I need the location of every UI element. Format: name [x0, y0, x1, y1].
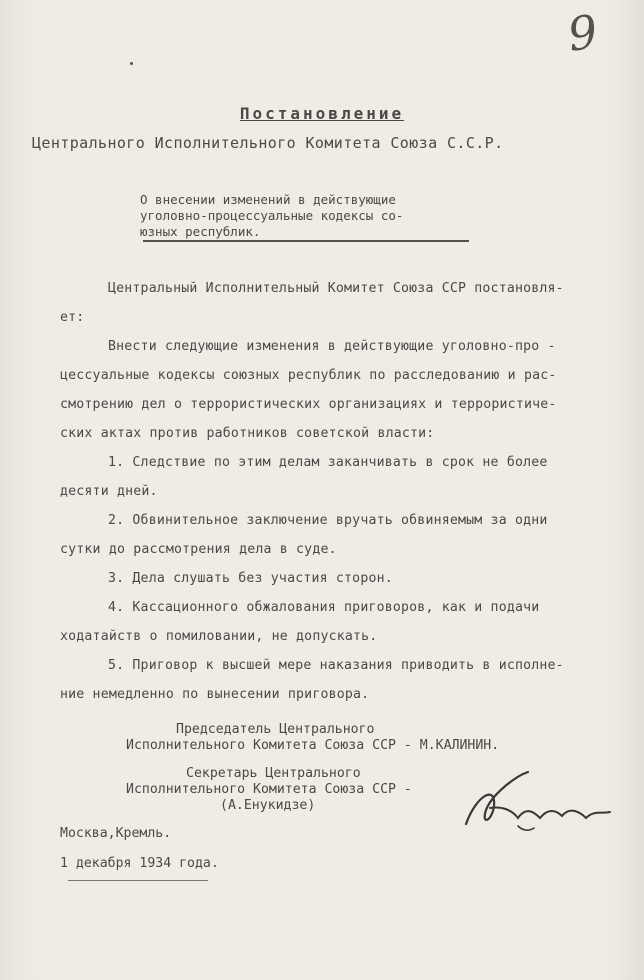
date-line: 1 декабря 1934 года. [60, 856, 219, 871]
subject-underline [143, 240, 469, 242]
body-line: 1. Следствие по этим делам заканчивать в срок не более [108, 455, 548, 470]
body-line: Внести следующие изменения в действующие уголовно-про - [108, 339, 556, 354]
place-line: Москва,Кремль. [60, 826, 172, 841]
subject-line: уголовно-процессуальные кодексы со- [140, 208, 404, 223]
body-line: 2. Обвинительное заключение вручать обвиняемым за одни [108, 513, 548, 528]
chairman-signoff: Исполнительного Комитета Союза ССР - М.КАЛИНИН. [126, 738, 500, 753]
date-underline [68, 880, 208, 881]
body-line: сутки до рассмотрения дела в суде. [60, 542, 337, 557]
secretary-title: Секретарь Центрального [186, 766, 361, 781]
body-line: ских актах против работников советской власти: [60, 426, 435, 441]
body-line: смотрению дел о террористических организациях и террористиче- [60, 397, 557, 412]
secretary-name: (А.Енукидзе) [220, 798, 316, 813]
body-line: 4. Кассационного обжалования приговоров, как и подачи [108, 600, 540, 615]
document-title: Постановление [239, 104, 405, 123]
body-line: ние немедленно по вынесении приговора. [60, 687, 370, 702]
issuer-line: Центрального Исполнительного Комитета Союза С.С.Р. [32, 134, 504, 152]
body-line: цессуальные кодексы союзных республик по расследованию и рас- [60, 368, 557, 383]
handwritten-signature [456, 766, 616, 836]
subject-line: О внесении изменений в действующие [140, 192, 396, 207]
body-line: 3. Дела слушать без участия сторон. [108, 571, 393, 586]
ink-dot [130, 62, 133, 65]
chairman-title: Председатель Центрального [176, 722, 375, 737]
body-line: ет: [60, 310, 85, 325]
body-line: 5. Приговор к высшей мере наказания приводить в исполне- [108, 658, 564, 673]
body-line: ходатайств о помиловании, не допускать. [60, 629, 378, 644]
body-line: Центральный Исполнительный Комитет Союза ССР постановля- [108, 281, 564, 296]
subject-line: юзных республик. [140, 224, 261, 239]
subject-block [140, 192, 480, 240]
page-number: 9 [564, 4, 601, 62]
secretary-signoff: Исполнительного Комитета Союза ССР - [126, 782, 412, 797]
body-line: десяти дней. [60, 484, 158, 499]
